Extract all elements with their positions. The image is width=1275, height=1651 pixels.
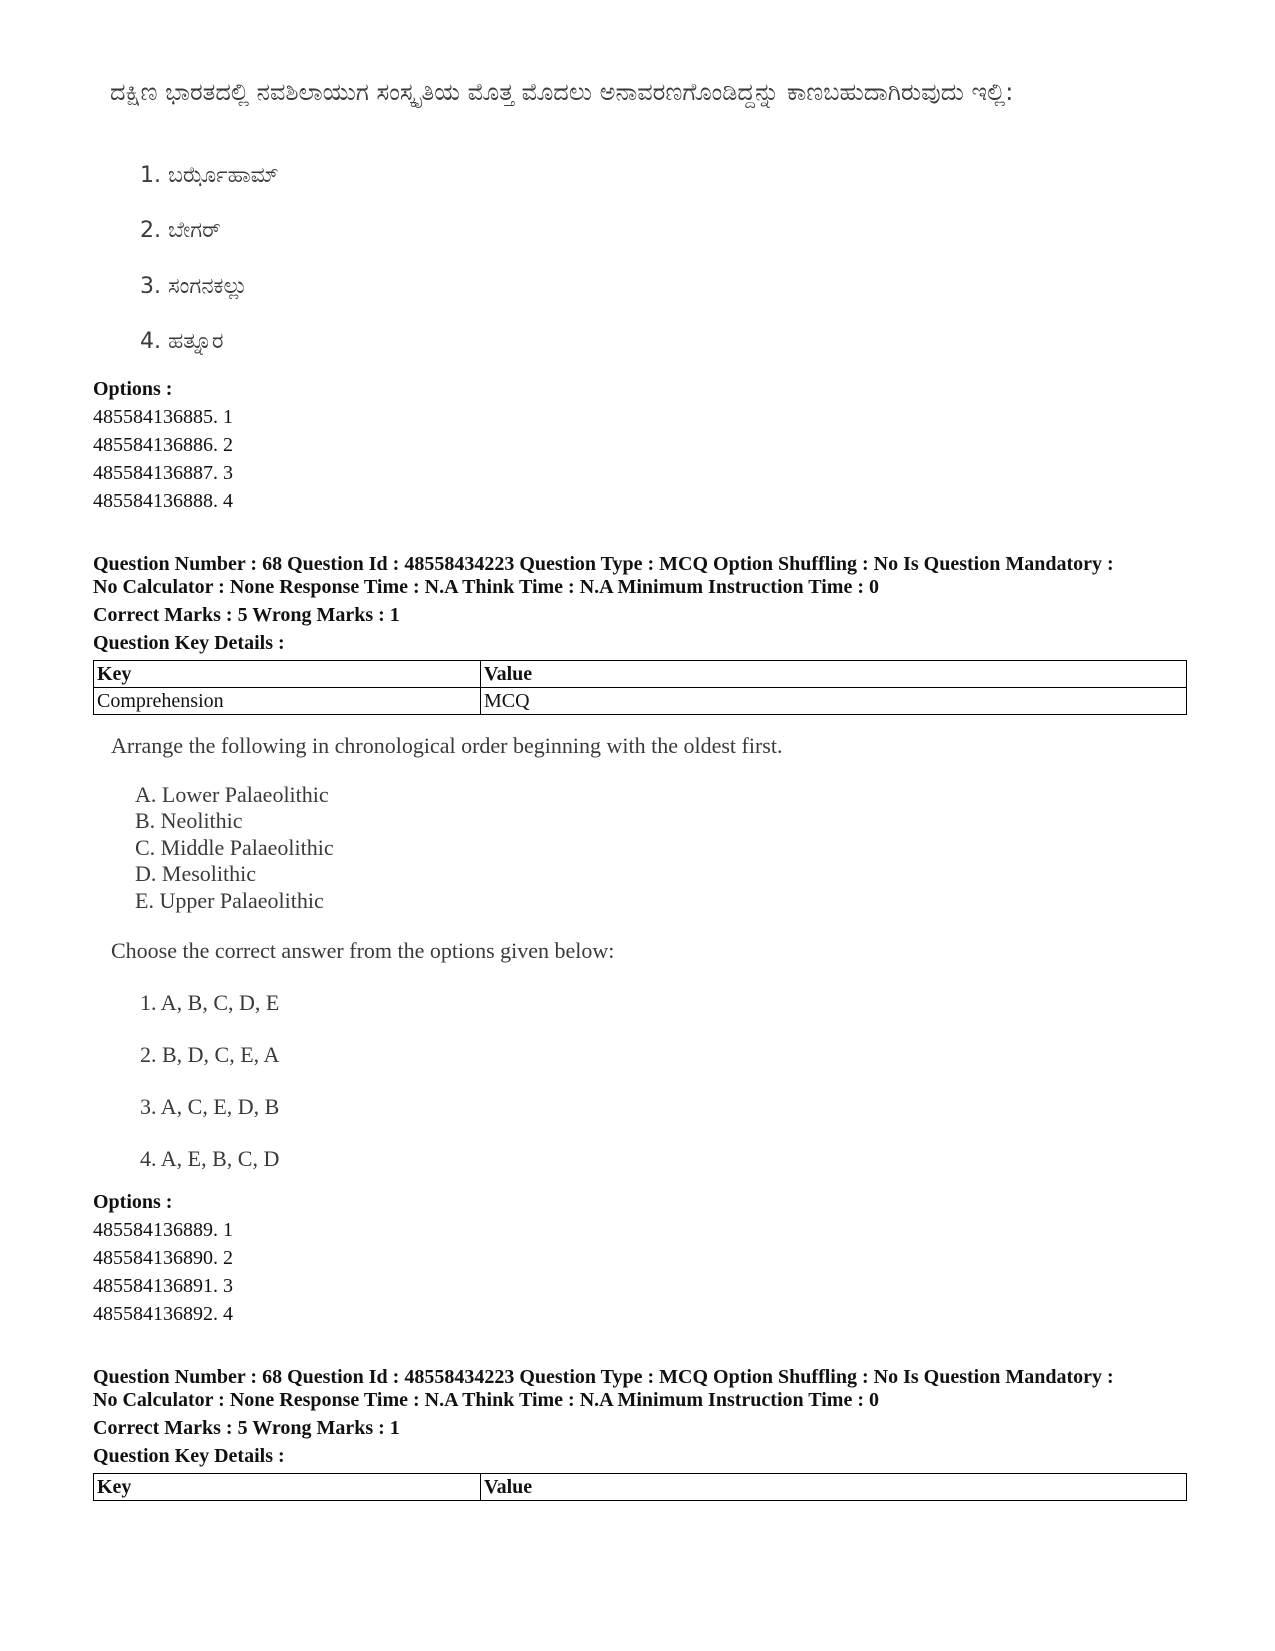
- marks-line: Correct Marks : 5 Wrong Marks : 1: [93, 1417, 400, 1439]
- answer-choice: 1. A, B, C, D, E: [140, 990, 280, 1015]
- key-details-label: Question Key Details :: [93, 1445, 285, 1467]
- option-line: 485584136889. 1: [93, 1219, 233, 1241]
- table-header-key: Key: [94, 1474, 481, 1501]
- question-meta: [93, 1366, 1213, 1412]
- option-line: 485584136885. 1: [93, 406, 233, 428]
- question-meta-line: No Calculator : None Response Time : N.A Think Time : N.A Minimum Instruction Time : 0: [93, 576, 879, 598]
- question-meta: [93, 553, 1213, 599]
- question-text: Arrange the following in chronological order beginning with the oldest first.: [111, 733, 783, 758]
- table-header-row: [94, 1474, 1187, 1501]
- key-details-label: Question Key Details :: [93, 632, 285, 654]
- options-label: Options :: [93, 1191, 173, 1213]
- table-header-value: Value: [481, 661, 1187, 688]
- table-cell-value: MCQ: [481, 688, 1187, 715]
- question-item: 4. ಹತ್ನೂರ: [140, 329, 224, 354]
- options-label: Options :: [93, 378, 173, 400]
- table-cell-key: Comprehension: [94, 688, 481, 715]
- choose-instruction: Choose the correct answer from the options given below:: [111, 938, 615, 963]
- option-line: 485584136886. 2: [93, 434, 233, 456]
- question-item: A. Lower Palaeolithic: [135, 782, 329, 807]
- question-item: E. Upper Palaeolithic: [135, 888, 324, 913]
- table-header-key: Key: [94, 661, 481, 688]
- question-item: 3. ಸಂಗನಕಲ್ಲು: [140, 274, 248, 299]
- answer-choice: 2. B, D, C, E, A: [140, 1042, 280, 1067]
- question-item: C. Middle Palaeolithic: [135, 835, 334, 860]
- table-header-row: [94, 661, 1187, 688]
- answer-choice: 3. A, C, E, D, B: [140, 1094, 280, 1119]
- table-row: [94, 688, 1187, 715]
- question-item: 1. ಬರ್ಝೊಹಾಮ್: [140, 163, 279, 188]
- marks-line: Correct Marks : 5 Wrong Marks : 1: [93, 604, 400, 626]
- question-text: ದಕ್ಷಿಣ ಭಾರತದಲ್ಲಿ ನವಶಿಲಾಯುಗ ಸಂಸ್ಕೃತಿಯ ಮೊತ್ತ ಮೊದಲು ಅನಾವರಣಗೊಂಡಿದ್ದನ್ನು ಕಾಣಬಹುದಾಗಿರುವುದು ಇಲ್ಲಿ:: [110, 78, 1014, 106]
- answer-choice: 4. A, E, B, C, D: [140, 1146, 280, 1171]
- question-meta-line: Question Number : 68 Question Id : 48558434223 Question Type : MCQ Option Shuffling : No Is Question Mandatory :: [93, 1366, 1114, 1388]
- key-table: [93, 1473, 1187, 1501]
- question-item: 2. ಬೇಗರ್: [140, 218, 221, 243]
- option-line: 485584136891. 3: [93, 1275, 233, 1297]
- question-item: B. Neolithic: [135, 808, 243, 833]
- option-line: 485584136888. 4: [93, 490, 233, 512]
- key-table: [93, 660, 1187, 715]
- question-meta-line: No Calculator : None Response Time : N.A Think Time : N.A Minimum Instruction Time : 0: [93, 1389, 879, 1411]
- option-line: 485584136890. 2: [93, 1247, 233, 1269]
- option-line: 485584136892. 4: [93, 1303, 233, 1325]
- option-line: 485584136887. 3: [93, 462, 233, 484]
- question-meta-line: Question Number : 68 Question Id : 48558434223 Question Type : MCQ Option Shuffling : No Is Question Mandatory :: [93, 553, 1114, 575]
- question-item: D. Mesolithic: [135, 861, 256, 886]
- table-header-value: Value: [481, 1474, 1187, 1501]
